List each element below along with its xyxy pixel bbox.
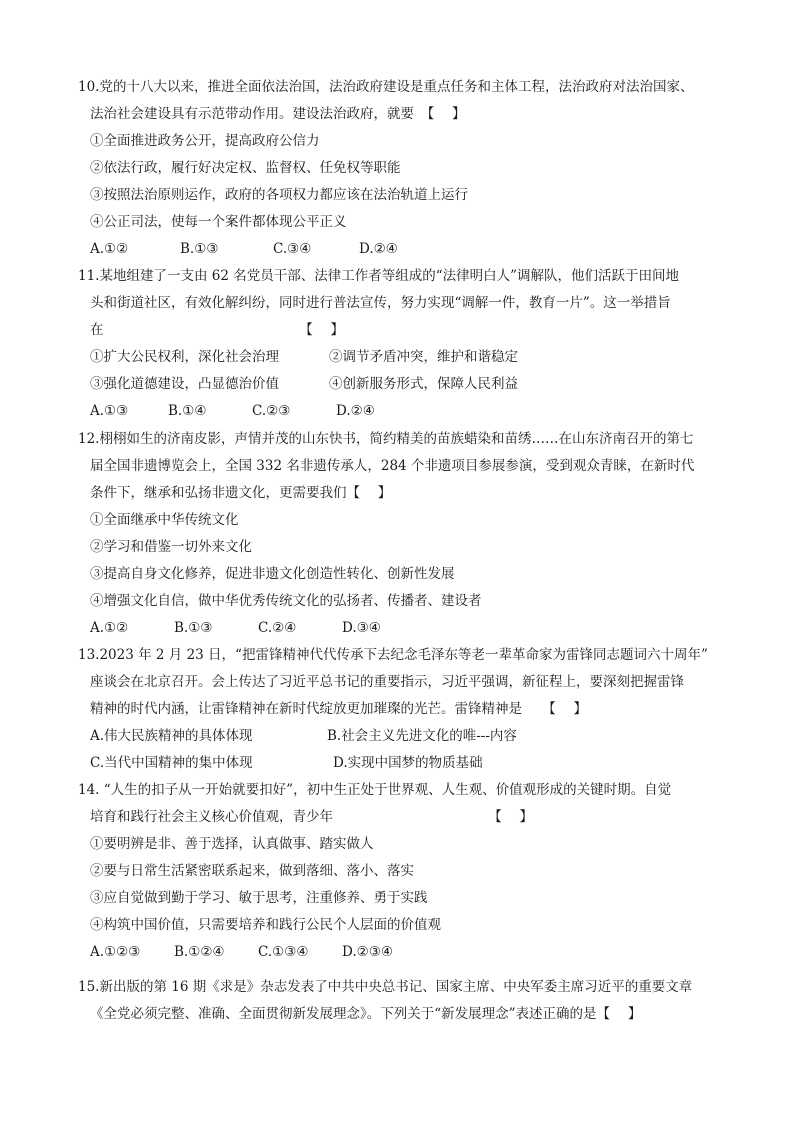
q14-statement-1: ①要明辨是非、善于选择，认真做事、踏实做人 bbox=[90, 836, 374, 852]
q10-statement-2: ②依法行政，履行好决定权、监督权、任免权等职能 bbox=[90, 160, 401, 176]
q10-stem-line-1: 10.党的十八大以来，推进全面依法治国，法治政府建设是重点任务和主体工程，法治政府对法治国家、 bbox=[78, 79, 694, 95]
q12-statement-4: ④增强文化自信，做中华优秀传统文化的弘扬者、传播者、建设者 bbox=[90, 593, 482, 609]
q11-option-d[interactable]: D.②④ bbox=[336, 403, 375, 419]
q11-option-b[interactable]: B.①④ bbox=[168, 403, 207, 419]
q15-stem-line-2: 《全党必须完整、准确、全面贯彻新发展理念》。下列关于“新发展理念”表述正确的是【 】 bbox=[90, 1006, 642, 1022]
q12-options bbox=[90, 619, 422, 637]
q11-stem-line-3: 在 【 】 bbox=[90, 322, 345, 338]
q14-statement-3: ③应自觉做到勤于学习、敏于思考，注重修养、勇于实践 bbox=[90, 890, 428, 906]
q14-option-c[interactable]: C.①③④ bbox=[258, 944, 309, 960]
q11-statement-2: ②调节矛盾冲突，维护和谐稳定 bbox=[329, 349, 518, 365]
q10-option-c[interactable]: C.③④ bbox=[273, 241, 312, 257]
q11-option-a[interactable]: A.①③ bbox=[90, 403, 129, 419]
q12-stem-line-3: 条件下，继承和弘扬非遗文化，更需要我们【 】 bbox=[90, 485, 392, 501]
q13-stem-line-2: 座谈会在北京召开。会上传达了习近平总书记的重要指示，习近平强调，新征程上，要深刻把握雷锋 bbox=[90, 674, 684, 690]
q13-stem-line-3: 精神的时代内涵，让雷锋精神在新时代绽放更加璀璨的光芒。雷锋精神是 【 】 bbox=[90, 701, 588, 717]
q14-option-d[interactable]: D.②③④ bbox=[342, 944, 393, 960]
q10-option-b[interactable]: B.①③ bbox=[180, 241, 219, 257]
q11-statement-4: ④创新服务形式，保障人民利益 bbox=[329, 376, 518, 392]
q11-stem-line-1: 11.某地组建了一支由 62 名党员干部、法律工作者等组成的“法律明白人”调解队，他们活跃于田间地 bbox=[78, 268, 680, 284]
q14-statement-4: ④构筑中国价值，只需要培养和践行公民个人层面的价值观 bbox=[90, 917, 441, 933]
q12-statement-1: ①全面继承中华传统文化 bbox=[90, 512, 239, 528]
q10-statement-4: ④公正司法，使每一个案件都体现公平正义 bbox=[90, 214, 347, 230]
q13-option-a[interactable]: A.伟大民族精神的具体体现 bbox=[90, 728, 253, 744]
q10-statement-3: ③按照法治原则运作，政府的各项权力都应该在法治轨道上运行 bbox=[90, 187, 468, 203]
q12-option-b[interactable]: B.①③ bbox=[174, 620, 213, 636]
q12-option-a[interactable]: A.①② bbox=[90, 620, 129, 636]
q13-stem-line-1: 13.2023 年 2 月 23 日，“把雷锋精神代代传承下去纪念毛泽东等老一辈革命家为雷锋同志题词六十周年” bbox=[78, 647, 708, 663]
q10-options bbox=[90, 240, 439, 258]
q14-options bbox=[90, 943, 422, 961]
q14-stem-line-2: 培育和践行社会主义核心价值观，青少年 【 】 bbox=[90, 809, 534, 825]
q10-stem-line-2: 法治社会建设具有示范带动作用。建设法治政府，就要 【 】 bbox=[90, 106, 466, 122]
q14-statement-2: ②要与日常生活紧密联系起来，做到落细、落小、落实 bbox=[90, 863, 414, 879]
q14-stem-line-1: 14. “人生的扣子从一开始就要扣好”，初中生正处于世界观、人生观、价值观形成的关键时期。自觉 bbox=[78, 782, 672, 798]
q13-option-b[interactable]: B.社会主义先进文化的唯---内容 bbox=[327, 728, 517, 744]
q14-option-a[interactable]: A.①②③ bbox=[90, 944, 141, 960]
q10-option-d[interactable]: D.②④ bbox=[359, 241, 398, 257]
q12-stem-line-2: 届全国非遗博览会上，全国 332 名非遗传承人，284 个非遗项目参展参演，受到观众青睐，在新时代 bbox=[90, 458, 695, 474]
q11-options bbox=[90, 402, 416, 420]
q11-statement-3: ③强化道德建设，凸显德治价值 bbox=[90, 376, 279, 392]
q12-statement-2: ②学习和借鉴一切外来文化 bbox=[90, 539, 252, 555]
q12-option-c[interactable]: C.②④ bbox=[258, 620, 297, 636]
q13-option-d[interactable]: D.实现中国梦的物质基础 bbox=[333, 755, 483, 771]
q12-statement-3: ③提高自身文化修养，促进非遗文化创造性转化、创新性发展 bbox=[90, 566, 455, 582]
q15-stem-line-1: 15.新出版的第 16 期《求是》杂志发表了中共中央总书记、国家主席、中央军委主席习近平的重要文章 bbox=[78, 979, 693, 995]
q10-statement-1: ①全面推进政务公开，提高政府公信力 bbox=[90, 133, 320, 149]
q11-statement-1: ①扩大公民权利，深化社会治理 bbox=[90, 349, 279, 365]
q12-stem-line-1: 12.栩栩如生的济南皮影，声情并茂的山东快书，简约精美的苗族蜡染和苗绣……在山东济南召开的第七 bbox=[78, 431, 694, 447]
q14-option-b[interactable]: B.①②④ bbox=[174, 944, 225, 960]
q11-option-c[interactable]: C.②③ bbox=[252, 403, 291, 419]
q11-stem-line-2: 头和街道社区，有效化解纠纷，同时进行普法宣传，努力实现“调解一件，教育一片”。这一举措旨 bbox=[90, 295, 671, 311]
q12-option-d[interactable]: D.③④ bbox=[342, 620, 381, 636]
q13-option-c[interactable]: C.当代中国精神的集中体现 bbox=[90, 755, 253, 771]
q10-option-a[interactable]: A.①② bbox=[90, 241, 129, 257]
